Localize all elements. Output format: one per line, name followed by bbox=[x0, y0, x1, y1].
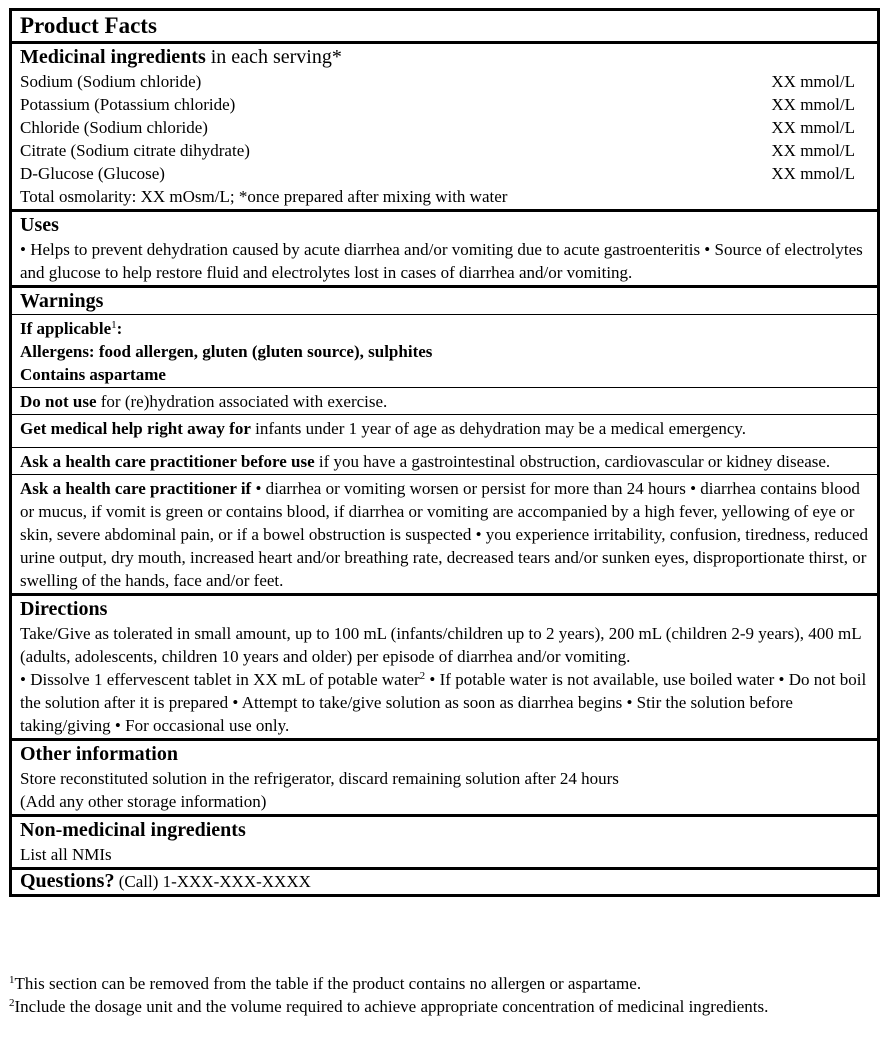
ingredient-value: XX mmol/L bbox=[771, 95, 855, 114]
ingredient-value: XX mmol/L bbox=[771, 164, 855, 183]
ask-before-use-label: Ask a health care practitioner before use bbox=[20, 452, 315, 471]
medical-help-label: Get medical help right away for bbox=[20, 419, 251, 438]
footnote-2 bbox=[9, 995, 869, 1018]
ingredient-name: Potassium (Potassium chloride) bbox=[20, 95, 236, 114]
ingredient-value: XX mmol/L bbox=[771, 141, 855, 160]
ingredient-name: D-Glucose (Glucose) bbox=[20, 164, 165, 183]
questions-label: Questions? bbox=[20, 870, 115, 892]
osmolarity-note: Total osmolarity: XX mOsm/L; *once prepared after mixing with water bbox=[20, 187, 508, 206]
medicinal-ingredients-section bbox=[12, 41, 877, 209]
footnote-ref: 1 bbox=[111, 319, 117, 331]
ingredient-row bbox=[20, 139, 869, 162]
warnings-section bbox=[12, 285, 877, 314]
footnotes bbox=[9, 972, 869, 1018]
ingredient-row bbox=[20, 70, 869, 93]
directions-para-2 bbox=[20, 668, 869, 737]
footnote-text: Include the dosage unit and the volume required to achieve appropriate concentration of medicinal ingredients. bbox=[14, 997, 769, 1016]
footnote-marker: 2 bbox=[9, 997, 15, 1009]
ask-if-label: Ask a health care practitioner if bbox=[20, 479, 252, 498]
medical-help-block bbox=[12, 414, 877, 447]
ask-before-use-text: if you have a gastrointestinal obstruction, cardiovascular or kidney disease. bbox=[314, 452, 831, 471]
page-title: Product Facts bbox=[20, 13, 157, 38]
medicinal-heading bbox=[20, 44, 869, 70]
aspartame-line: Contains aspartame bbox=[20, 365, 166, 384]
medicinal-heading-rest: in each serving* bbox=[205, 46, 342, 68]
other-information-line-2: (Add any other storage information) bbox=[20, 792, 267, 811]
do-not-use-text: for (re)hydration associated with exercise. bbox=[96, 392, 388, 411]
ingredient-row bbox=[20, 116, 869, 139]
do-not-use-label: Do not use bbox=[20, 392, 97, 411]
if-applicable-label: If applicable bbox=[20, 319, 112, 338]
uses-section bbox=[12, 209, 877, 285]
other-information-section bbox=[12, 738, 877, 814]
ingredient-name: Chloride (Sodium chloride) bbox=[20, 118, 208, 137]
questions-section bbox=[12, 867, 877, 894]
if-applicable-colon: : bbox=[116, 319, 123, 338]
non-medicinal-section bbox=[12, 814, 877, 867]
product-facts-table bbox=[9, 8, 880, 897]
footnote-1 bbox=[9, 972, 869, 995]
allergens-line: Allergens: food allergen, gluten (gluten source), sulphites bbox=[20, 342, 433, 361]
warnings-heading: Warnings bbox=[20, 290, 104, 312]
if-applicable-line bbox=[20, 317, 869, 340]
ask-if-block bbox=[12, 474, 877, 593]
other-information-line-1: Store reconstituted solution in the refrigerator, discard remaining solution after 24 hours bbox=[20, 769, 619, 788]
footnote-marker: 1 bbox=[9, 974, 15, 986]
ingredient-name: Sodium (Sodium chloride) bbox=[20, 72, 202, 91]
non-medicinal-text: List all NMIs bbox=[20, 845, 112, 864]
other-information-heading: Other information bbox=[20, 743, 178, 765]
directions-para-1: Take/Give as tolerated in small amount, up to 100 mL (infants/children up to 2 years), 200 mL (children 2-9 years), 400 mL (adults, adolescents, children 10 years and older) per episode of diarrhea and/or vomiting. bbox=[20, 624, 862, 666]
uses-text: • Helps to prevent dehydration caused by acute diarrhea and/or vomiting due to acute gastroenteritis • Source of electrolytes and glucose to help restore fluid and electrolytes lost in cases of diarrhea and/or vomiting. bbox=[20, 240, 863, 282]
ingredient-name: Citrate (Sodium citrate dihydrate) bbox=[20, 141, 250, 160]
ingredient-value: XX mmol/L bbox=[771, 118, 855, 137]
do-not-use-block bbox=[12, 387, 877, 414]
directions-heading: Directions bbox=[20, 598, 108, 620]
footnote-ref: 2 bbox=[419, 670, 426, 682]
directions-para-2-a: • Dissolve 1 effervescent tablet in XX mL of potable water bbox=[20, 670, 420, 689]
directions-para-2-b: • If potable water is not available, use boiled water • Do not boil the solution after it is prepared • Attempt to take/give solution as soon as diarrhea begins • Stir the solution before taking/giving • For occasional use only. bbox=[20, 670, 867, 735]
medicinal-heading-bold: Medicinal ingredients bbox=[20, 46, 206, 68]
non-medicinal-heading: Non-medicinal ingredients bbox=[20, 819, 246, 841]
ingredient-value: XX mmol/L bbox=[771, 72, 855, 91]
questions-phone: (Call) 1-XXX-XXX-XXXX bbox=[114, 872, 311, 891]
directions-section bbox=[12, 593, 877, 738]
footnote-text: This section can be removed from the table if the product contains no allergen or aspartame. bbox=[14, 974, 642, 993]
ingredient-row bbox=[20, 162, 869, 185]
ask-if-text: • diarrhea or vomiting worsen or persist for more than 24 hours • diarrhea contains blood or mucus, if vomit is green or contains blood, if diarrhea or vomiting are accompanied by a high fever, yellowing of eye or skin, severe abdominal pain, or if a bowel obstruction is suspected • you experience irritability, confusion, tiredness, reduced urine output, dry mouth, increased heart and/or breathing rate, decreased tears and/or sunken eyes, disproportionate thirst, or swelling of the hands, face and/or feet. bbox=[20, 479, 868, 590]
medical-help-text: infants under 1 year of age as dehydration may be a medical emergency. bbox=[250, 419, 747, 438]
ask-before-use-block bbox=[12, 447, 877, 474]
uses-heading: Uses bbox=[20, 214, 59, 236]
title-section bbox=[12, 11, 877, 41]
allergen-block bbox=[12, 314, 877, 387]
ingredient-row bbox=[20, 93, 869, 116]
